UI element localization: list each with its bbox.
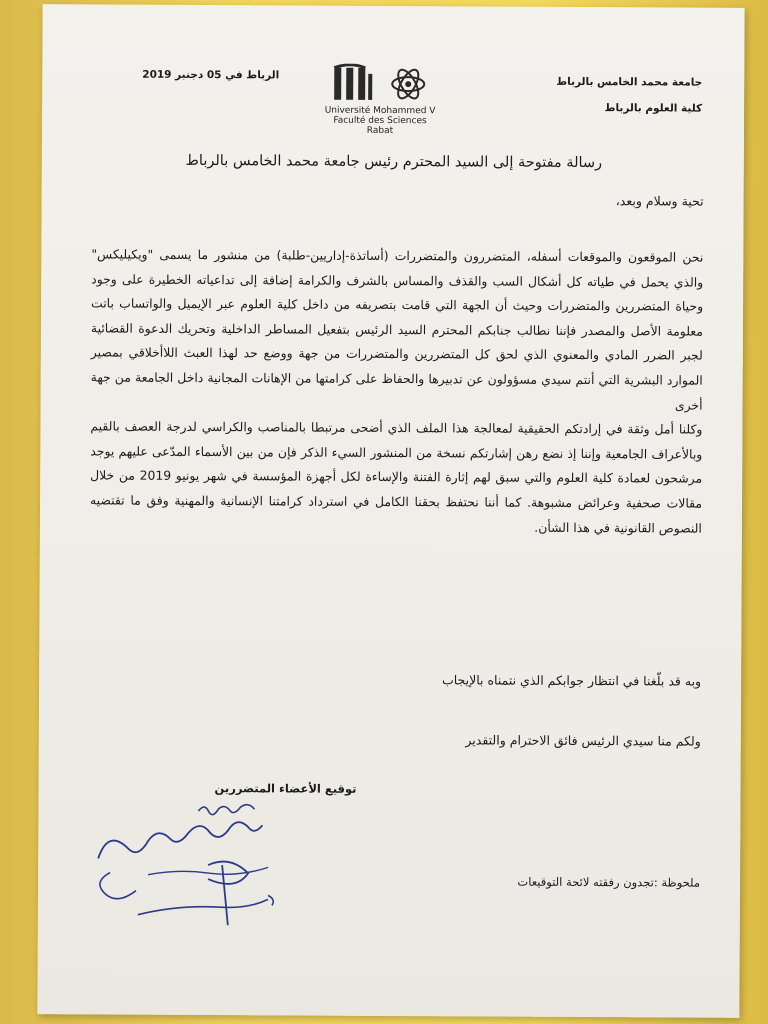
letter-page [37, 4, 744, 1018]
handwritten-signatures [58, 794, 319, 935]
university-name: جامعة محمد الخامس بالرباط [556, 75, 703, 89]
faculty-name: كلية العلوم بالرباط [604, 102, 703, 115]
letter-title: رسالة مفتوحة إلى السيد المحترم رئيس جامعة محمد الخامس بالرباط [185, 152, 603, 172]
faculty-atom-icon [388, 64, 428, 104]
letterhead-institution [542, 69, 702, 122]
place-date: الرباط في 05 دجنبر 2019 [142, 68, 280, 82]
logo-line-city: Rabat [366, 125, 394, 137]
university-logo [304, 62, 456, 139]
university-emblem-icon [332, 64, 374, 104]
body-paragraph-2: وكلنا أمل وثقة في إرادتكم الحقيقية لمعالجة هذا الملف الذي أضحى مرتبطا بالمناصب والكراسي لدرجة العصف بالقيم وبالأعراف الجامعية وإننا إذ نضع رهن إشارتكم نسخة من المنشور السيء الذكر فإن من بين الأسماء المدّعى عليهم يوجد مرشحون لعمادة كلية العلوم والتي سبق لهم إثارة الفتنة والإساءة لكل أجهزة المؤسسة في شهر يونيو 2019 من خلال مقالات صحفية وعرائض مشبوهة. كما أننا نحتفظ بحقنا الكامل في استرداد كرامتنا الإنسانية والمهنية وفق ما تقتضيه النصوص القانونية في هذا الشأن. [90, 418, 703, 536]
closing-regards: ولكم منا سيدي الرئيس فائق الاحترام والتقدير [465, 732, 701, 749]
signature-label: توقيع الأعضاء المتضررين [214, 781, 357, 796]
body-paragraph-1: نحن الموقعون والموقعات أسفله، المتضررون والمتضررات (أساتذة-إداريين-طلبة) من منشور ما يسمى "ويكيليكس" والذي يحمل في طياته كل أشكال السب والقذف والمساس بالشرف والكرامة إضافة إلى تداعياته الخطيرة على وجود وحياة المتضررين والمتضررات وحيث أن الجهة التي قامت بتصريفه من داخل كلية العلوم عبر الإيميل والواتساب باتت معلومة الأصل والمصدر فإننا نطالب جنابكم المحترم السيد الرئيس بتفعيل المساطر الداخلية وتحريك الدعوة القضائية لجبر الضرر المادي والمعنوي الذي لحق كل المتضررين والمتضررات من جهة ووضع حد لهذا العبث اللاأخلاقي بمصير الموارد البشرية التي أنتم سيدي مسؤولون عن تدبيرها والحفاظ على كرامتها من الإهانات المجانية داخل الجامعة من جهة أخرى [90, 246, 704, 413]
logo-line-faculty: Faculté des Sciences [333, 115, 427, 127]
letter-body [90, 242, 704, 540]
logo-line-university: Université Mohammed V [324, 105, 436, 117]
greeting: تحية وسلام وبعد، [615, 193, 704, 209]
attachment-note: ملحوظة :تجدون رفقته لائحة التوقيعات [517, 874, 701, 890]
awaiting-reply-line: وبه قد بلّغنا في انتظار جوابكم الذي نتمناه بالإيجاب [441, 672, 702, 689]
